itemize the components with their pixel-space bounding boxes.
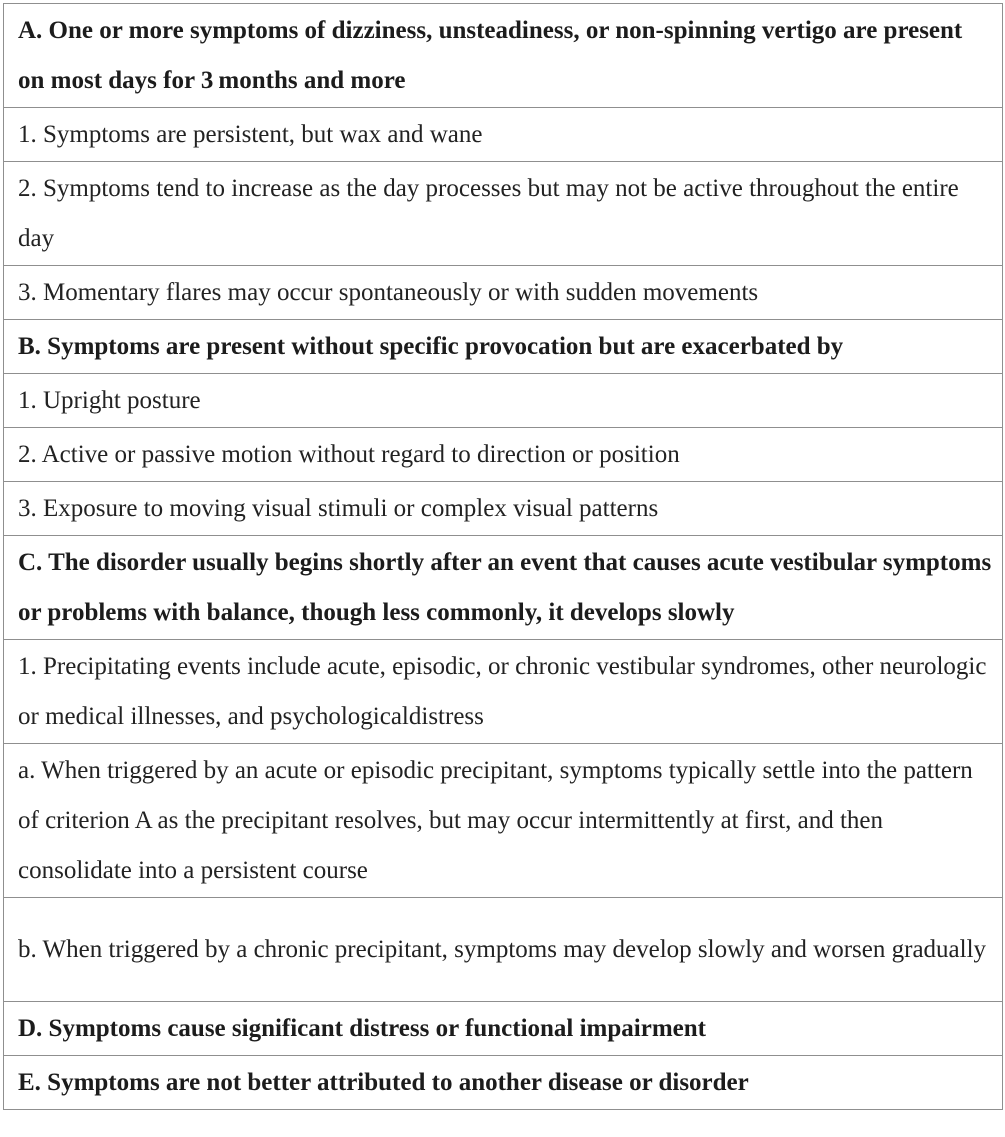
criterion-e-row [4,1056,1003,1110]
criterion-b-item-2-row [4,428,1003,482]
criterion-a-item-1-row [4,108,1003,162]
criterion-a-cell: A. One or more symptoms of dizziness, unsteadiness, or non-spinning vertigo are present on most days for 3 months and more [4,4,1003,108]
criterion-c-item-a-row [4,744,1003,898]
criterion-a-item-2-row [4,162,1003,266]
criterion-d-row [4,1002,1003,1056]
diagnostic-criteria-table [3,3,1003,1110]
criterion-a-row [4,4,1003,108]
criterion-b-row [4,320,1003,374]
criterion-b-item-3-row [4,482,1003,536]
criterion-c-cell: C. The disorder usually begins shortly after an event that causes acute vestibular symptoms or problems with balance, though less commonly, it develops slowly [4,536,1003,640]
criterion-c-item-1-row [4,640,1003,744]
criterion-a-item-2-cell: 2. Symptoms tend to increase as the day processes but may not be active throughout the entire day [4,162,1003,266]
criterion-b-item-3-cell: 3. Exposure to moving visual stimuli or complex visual patterns [4,482,1003,536]
criterion-c-item-b-cell: b. When triggered by a chronic precipitant, symptoms may develop slowly and worsen gradually [4,898,1003,1002]
criterion-b-cell: B. Symptoms are present without specific provocation but are exacerbated by [4,320,1003,374]
criterion-a-item-3-row [4,266,1003,320]
criterion-b-item-1-row [4,374,1003,428]
criterion-c-item-a-cell: a. When triggered by an acute or episodic precipitant, symptoms typically settle into the pattern of criterion A as the precipitant resolves, but may occur intermittently at first, and then consolidate into a persistent course [4,744,1003,898]
criterion-a-item-1-cell: 1. Symptoms are persistent, but wax and wane [4,108,1003,162]
criterion-e-cell: E. Symptoms are not better attributed to another disease or disorder [4,1056,1003,1110]
criterion-c-row [4,536,1003,640]
criterion-c-item-b-row [4,898,1003,1002]
criterion-d-cell: D. Symptoms cause significant distress or functional impairment [4,1002,1003,1056]
criterion-a-item-3-cell: 3. Momentary flares may occur spontaneously or with sudden movements [4,266,1003,320]
criterion-c-item-1-cell: 1. Precipitating events include acute, episodic, or chronic vestibular syndromes, other neurologic or medical illnesses, and psychologicaldistress [4,640,1003,744]
criterion-b-item-1-cell: 1. Upright posture [4,374,1003,428]
criterion-b-item-2-cell: 2. Active or passive motion without regard to direction or position [4,428,1003,482]
